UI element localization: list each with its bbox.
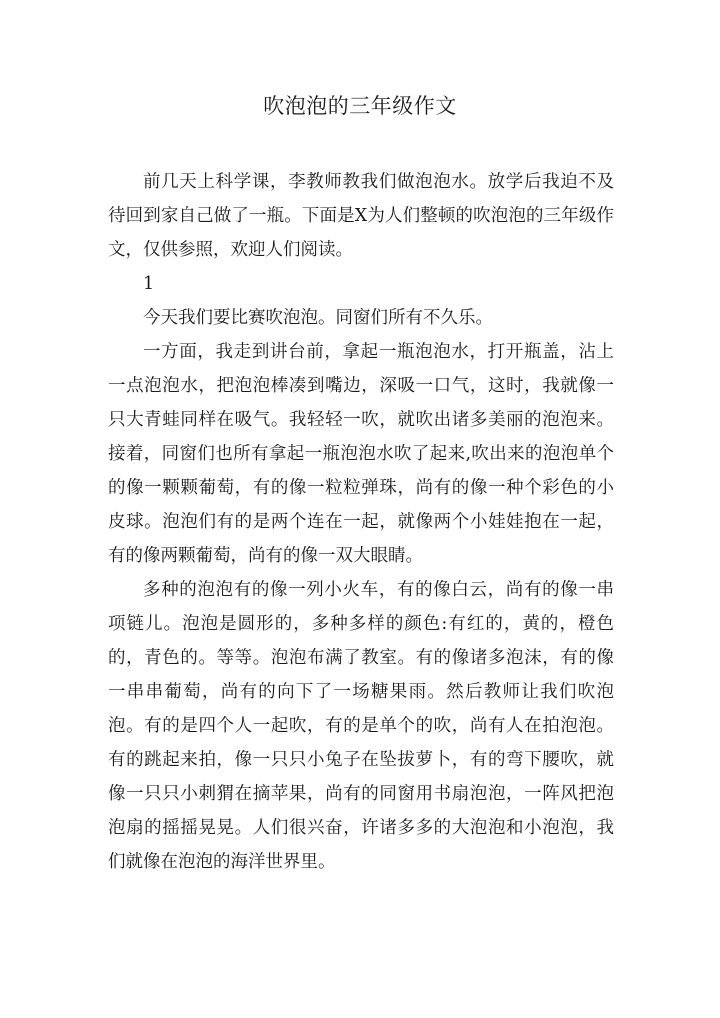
document-title: 吹泡泡的三年级作文: [263, 94, 457, 118]
paragraph-blowing: 一方面，我走到讲台前，拿起一瓶泡泡水，打开瓶盖，沾上一点泡泡水，把泡泡棒凑到嘴边，深吸一口气，这时，我就像一只大青蛙同样在吸气。我轻轻一吹，就吹出诸多美丽的泡泡来。接着，同窗们也所有拿起一瓶泡泡水吹了起来,吹出来的泡泡单个的像一颗颗葡萄，有的像一粒粒弹珠，尚有的像一种个彩色的小皮球。泡泡们有的是两个连在一起，就像两个小娃娃抱在一起，有的像两颗葡萄，尚有的像一双大眼睛。: [108, 342, 614, 566]
paragraph-bubble-shapes: 多种的泡泡有的像一列小火车，有的像白云，尚有的像一串项链儿。泡泡是圆形的，多种多样的颜色:有红的，黄的，橙色的，青色的。等等。泡泡布满了教室。有的像诸多泡沫，有的像一串串葡萄，尚有的向下了一场糖果雨。然后教师让我们吹泡泡。有的是四个人一起吹，有的是单个的吹，尚有人在拍泡泡。有的跳起来拍，像一只只小兔子在坠拔萝卜，有的弯下腰吹，就像一只只小刺猬在摘苹果，尚有的同窗用书扇泡泡，一阵风把泡泡扇的摇摇晃晃。人们很兴奋，许诸多多的大泡泡和小泡泡，我们就像在泡泡的海洋世界里。: [108, 580, 614, 872]
section-number: 1: [143, 274, 155, 294]
document-body: [108, 165, 614, 879]
paragraph-intro: 前几天上科学课，李教师教我们做泡泡水。放学后我迫不及待回到家自己做了一瓶。下面是X为人们整顿的吹泡泡的三年级作文，仅供参照，欢迎人们阅读。: [108, 172, 614, 260]
paragraph-competition: 今天我们要比赛吹泡泡。同窗们所有不久乐。: [143, 308, 493, 328]
